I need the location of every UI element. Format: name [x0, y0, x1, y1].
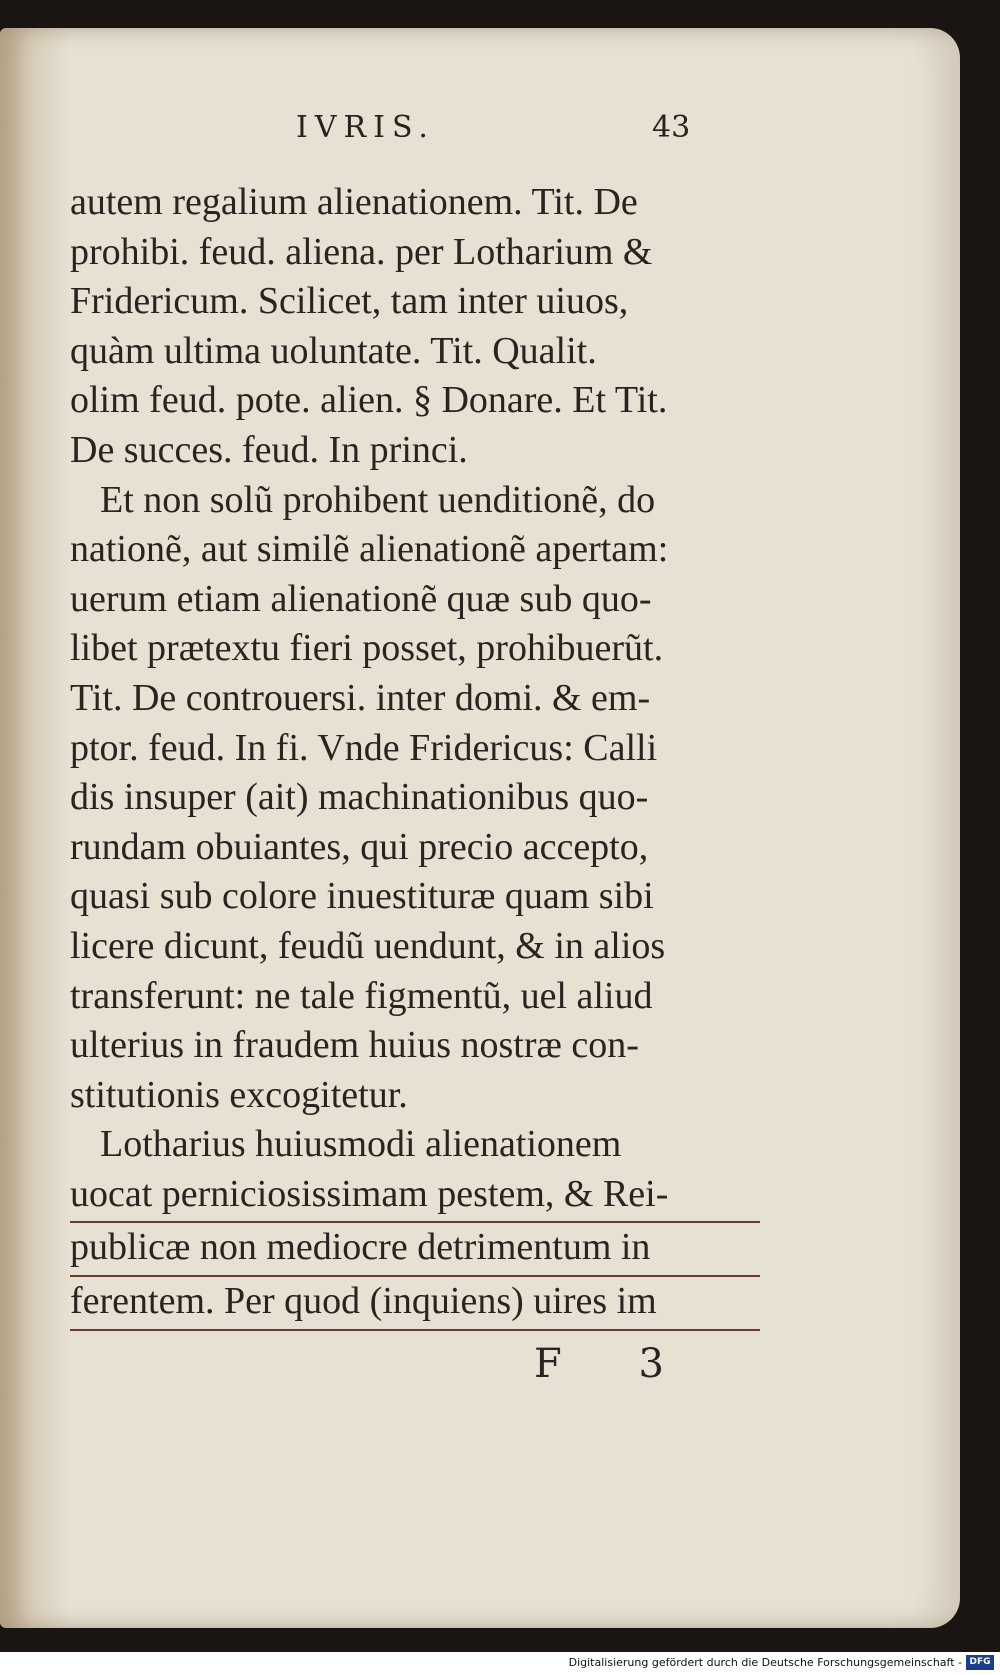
text-line: quasi sub colore inuestituræ quam sibi	[70, 875, 654, 918]
text-line: Et non solũ prohibent uenditionẽ, do	[100, 478, 656, 521]
body-text	[70, 178, 760, 1331]
text-line: uerum etiam alienationẽ quæ sub quo-	[70, 577, 652, 620]
text-line: Lotharius huiusmodi alienationem	[100, 1123, 622, 1166]
book-page	[0, 28, 960, 1628]
text-line: rundam obuiantes, qui precio accepto,	[70, 825, 649, 868]
funding-credit: Digitalisierung gefördert durch die Deutsche Forschungsgemeinschaft -	[568, 1656, 962, 1669]
text-line: autem regalium alienationem. Tit. De	[70, 181, 638, 223]
text-line: olim feud. pote. alien. § Donare. Et Tit.	[70, 379, 668, 422]
footer-bar	[0, 1652, 1000, 1675]
page-number: 43	[652, 110, 691, 145]
running-head	[0, 110, 960, 160]
text-line: transferunt: ne tale figmentũ, uel aliud	[70, 974, 653, 1017]
text-line: ulterius in fraudem huius nostræ con-	[70, 1024, 639, 1067]
signature-mark: F 3	[534, 1341, 696, 1387]
text-line-underlined: uocat perniciosissimam pestem, & Rei-	[70, 1170, 760, 1224]
text-line: licere dicunt, feudũ uendunt, & in alios	[70, 924, 666, 967]
text-line: stitutionis excogitetur.	[70, 1073, 408, 1116]
text-line-underlined: publicæ non mediocre detrimentum in	[70, 1223, 760, 1277]
text-line: ptor. feud. In fi. Vnde Fridericus: Calli	[70, 726, 658, 769]
running-head-title: IVRIS.	[296, 110, 435, 145]
text-line: libet prætextu fieri posset, prohibuerũt.	[70, 627, 664, 670]
text-line: quàm ultima uoluntate. Tit. Qualit.	[70, 329, 597, 372]
text-line: nationẽ, aut similẽ alienationẽ apertam:	[70, 528, 669, 571]
dfg-logo-icon: DFG	[966, 1655, 994, 1670]
text-line: prohibi. feud. aliena. per Lotharium &	[70, 230, 653, 273]
text-line: dis insuper (ait) machinationibus quo-	[70, 776, 649, 819]
text-line-underlined: ferentem. Per quod (inquiens) uires im	[70, 1277, 760, 1331]
text-line: Tit. De controuersi. inter domi. & em-	[70, 676, 651, 719]
text-line: Fridericum. Scilicet, tam inter uiuos,	[70, 280, 629, 323]
page-edge-stain	[0, 28, 70, 1628]
text-line: De succes. feud. In princi.	[70, 428, 468, 471]
